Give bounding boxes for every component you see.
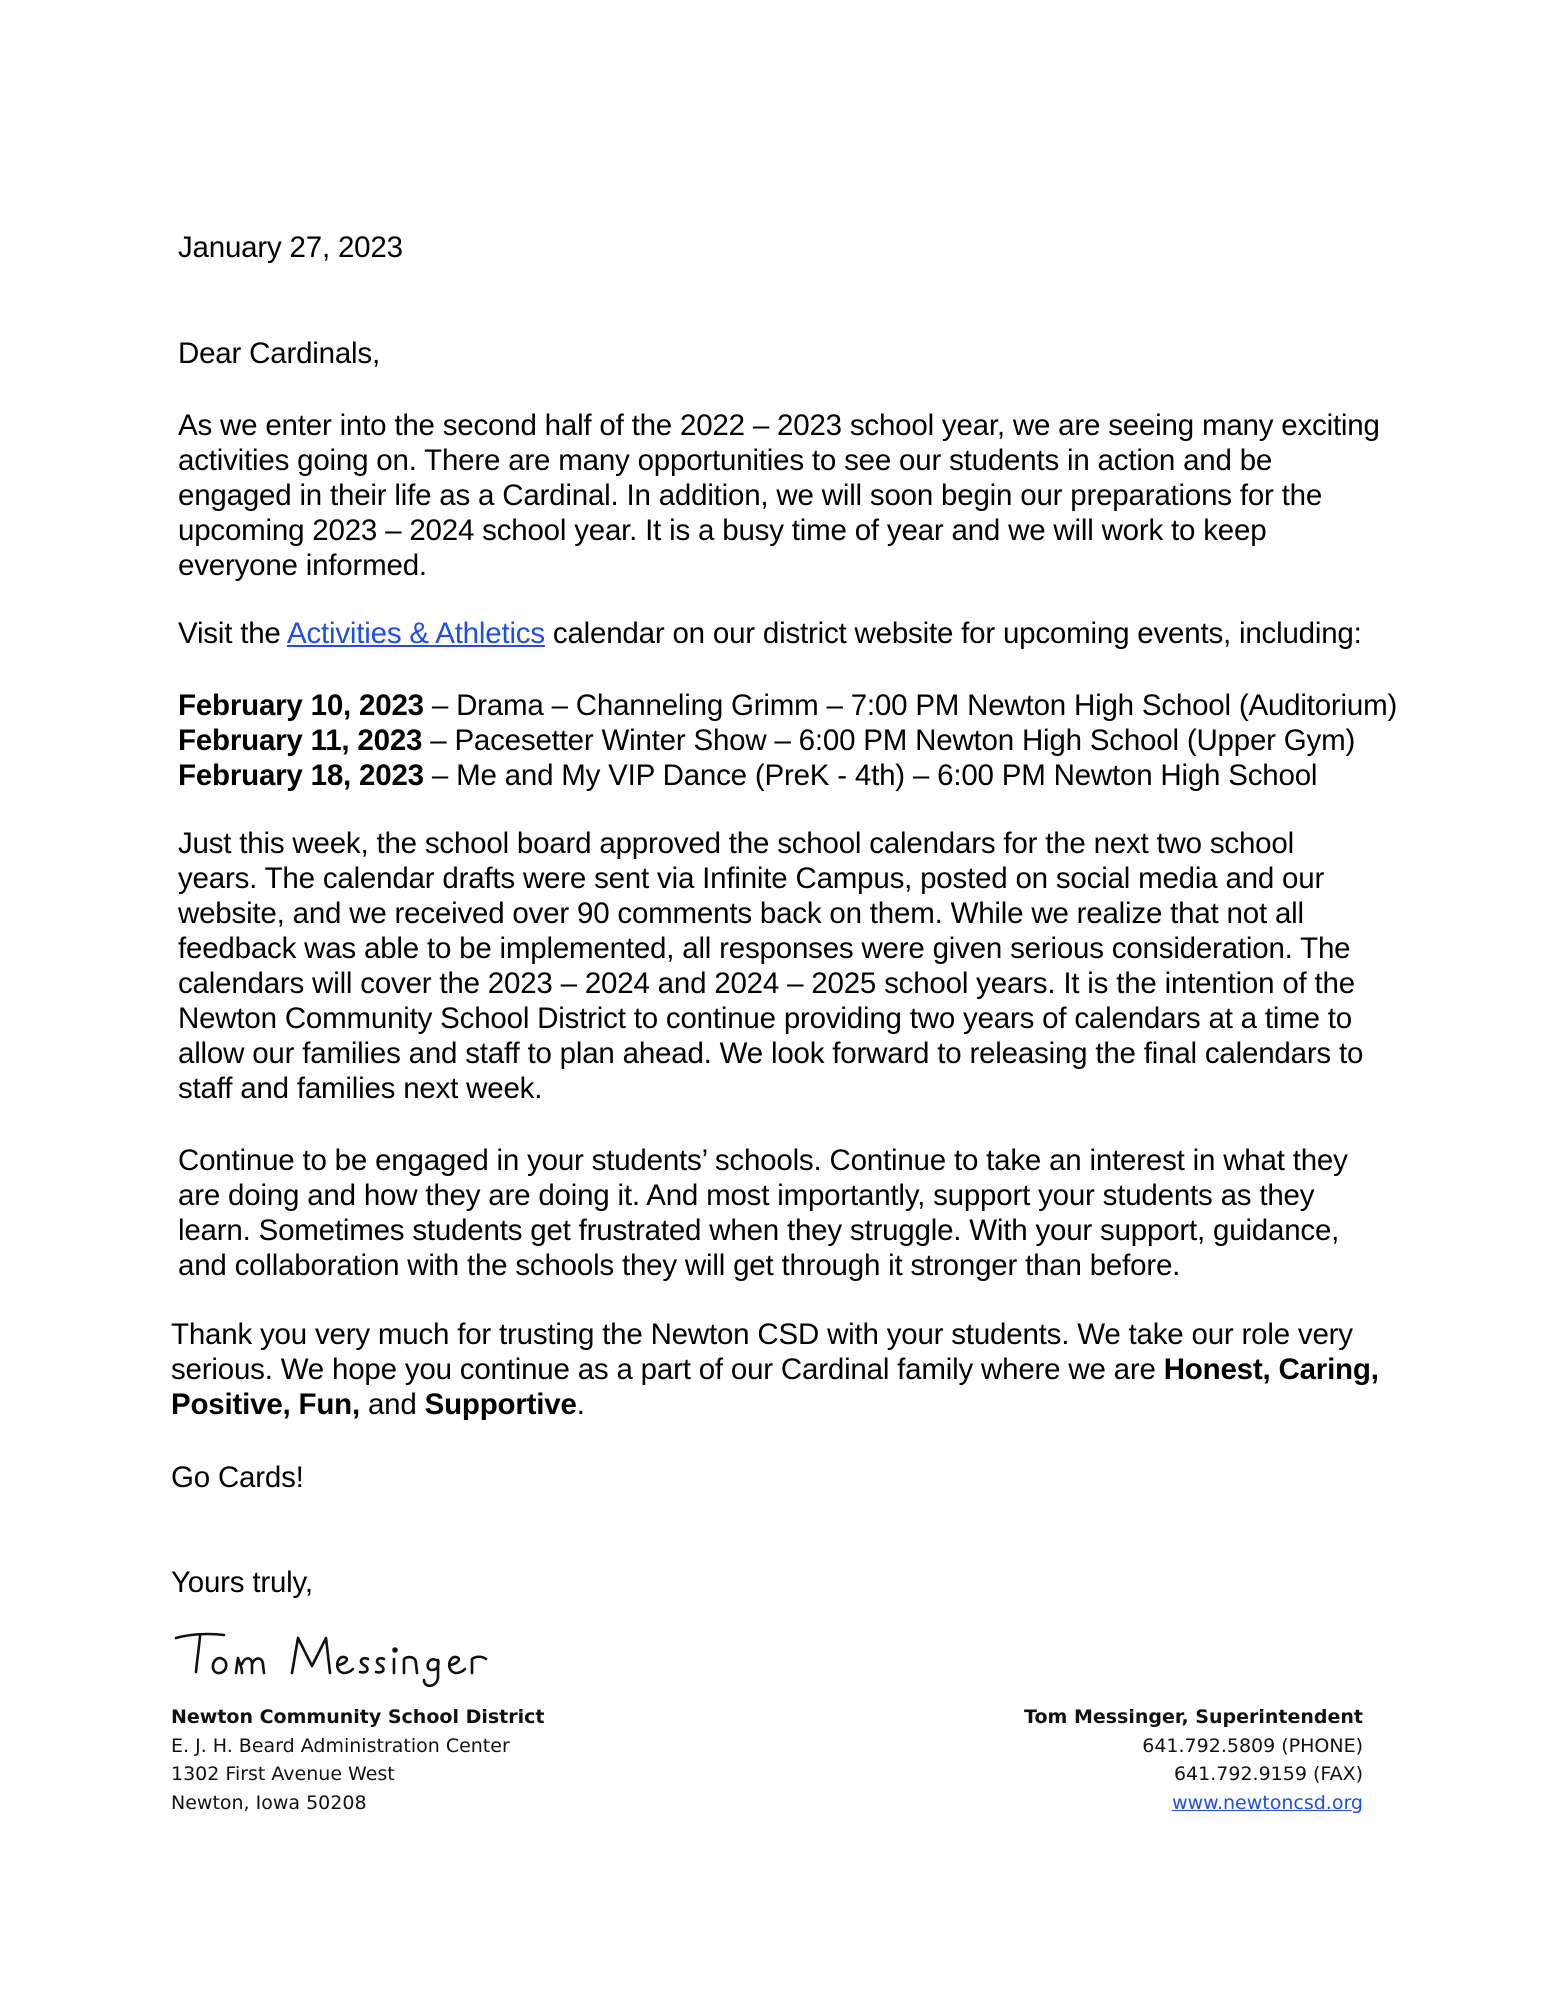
paragraph-line: website, and we received over 90 comments back on them. While we realize that not all [178,897,1304,930]
paragraph-intro [178,408,1478,583]
paragraph-engagement [178,1143,1478,1283]
visit-line-text [178,616,1478,651]
paragraph-line: Thank you very much for trusting the Newton CSD with your students. We take our role very [171,1318,1353,1351]
event-details: – Me and My VIP Dance (PreK - 4th) – 6:00 PM Newton High School [423,759,1318,792]
paragraph-line: learn. Sometimes students get frustrated when they struggle. With your support, guidance, [178,1214,1340,1247]
paragraph-line: feedback was able to be implemented, all responses were given serious consideration. The [178,932,1351,965]
paragraph-line: Just this week, the school board approved the school calendars for the next two school [178,827,1294,860]
letter-date: January 27, 2023 [178,231,403,264]
end-period: . [576,1388,585,1421]
footer-city: Newton, Iowa 50208 [171,1791,367,1814]
footer-right-contact [1024,1703,1363,1817]
value-supportive: Supportive [424,1388,577,1421]
event-item [178,688,1478,723]
footer-street: 1302 First Avenue West [171,1763,395,1785]
paragraph-line [171,1387,1471,1422]
event-details: – Drama – Channeling Grimm – 7:00 PM Newton High School (Auditorium) [423,689,1398,722]
footer-fax: 641.792.9159 (FAX) [1173,1763,1363,1785]
paragraph-line: Newton Community School District to continue providing two years of calendars at a time to [178,1002,1353,1035]
paragraph-line: and collaboration with the schools they will get through it stronger than before. [178,1249,1181,1282]
value-honest-caring: Honest, Caring, [1163,1353,1379,1386]
go-cards: Go Cards! [171,1461,304,1494]
paragraph-line: engaged in their life as a Cardinal. In addition, we will soon begin our preparations for the [178,479,1323,512]
paragraph-calendars [178,826,1478,1106]
footer-name-title: Tom Messinger, Superintendent [1024,1706,1363,1728]
visit-calendar-line [178,616,1478,651]
paragraph-line: As we enter into the second half of the 2022 – 2023 school year, we are seeing many exciting [178,409,1380,442]
footer-left-address [171,1703,544,1817]
footer-building: E. J. H. Beard Administration Center [171,1734,510,1757]
footer-org-name: Newton Community School District [171,1706,545,1728]
value-positive-fun: Positive, Fun, [171,1388,360,1421]
thanks-text: serious. We hope you continue as a part of our Cardinal family where we are [171,1353,1164,1386]
visit-suffix: calendar on our district website for upcoming events, including: [544,617,1362,650]
paragraph-line [171,1352,1471,1387]
event-date: February 11, 2023 [178,724,423,757]
paragraph-line: calendars will cover the 2023 – 2024 and 2024 – 2025 school years. It is the intention of the [178,967,1355,1000]
event-date: February 10, 2023 [178,689,424,722]
footer-phone: 641.792.5809 (PHONE) [1142,1734,1363,1757]
closing: Yours truly, [171,1566,313,1599]
footer-website-link[interactable]: www.newtoncsd.org [1172,1791,1363,1814]
and-text: and [359,1388,425,1421]
paragraph-line: upcoming 2023 – 2024 school year. It is a busy time of year and we will work to keep [178,514,1267,547]
events-list [178,688,1478,793]
paragraph-line: everyone informed. [178,549,427,582]
activities-athletics-link[interactable]: Activities & Athletics [286,617,545,650]
paragraph-line: allow our families and staff to plan ahead. We look forward to releasing the final calendars to [178,1037,1364,1070]
visit-prefix: Visit the [178,617,287,650]
paragraph-line: activities going on. There are many opportunities to see our students in action and be [178,444,1273,477]
event-date: February 18, 2023 [178,759,424,792]
event-details: – Pacesetter Winter Show – 6:00 PM Newton High School (Upper Gym) [422,724,1356,757]
paragraph-line: are doing and how they are doing it. And most importantly, support your students as they [178,1179,1315,1212]
paragraph-thanks [171,1317,1471,1422]
paragraph-line: staff and families next week. [178,1072,543,1105]
event-item [178,758,1478,793]
salutation: Dear Cardinals, [178,337,380,370]
paragraph-line: Continue to be engaged in your students’ schools. Continue to take an interest in what they [178,1144,1348,1177]
signature-image [170,1620,530,1690]
paragraph-line: years. The calendar drafts were sent via Infinite Campus, posted on social media and our [178,862,1325,895]
event-item [178,723,1478,758]
